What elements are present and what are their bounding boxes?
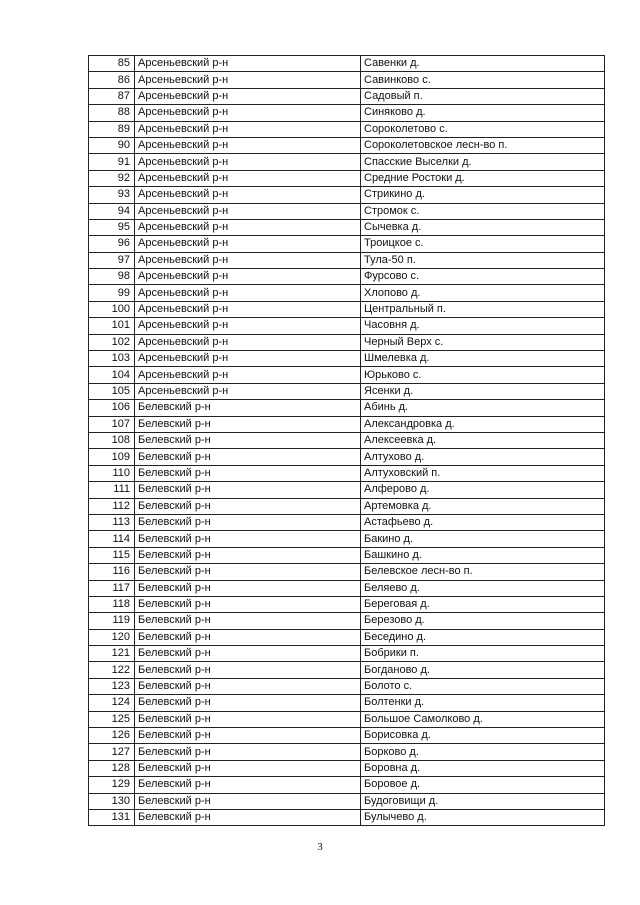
settlement-cell: Хлопово д.	[361, 285, 605, 301]
table-row	[89, 416, 605, 432]
table-row	[89, 400, 605, 416]
settlement-cell: Черный Верх с.	[361, 334, 605, 350]
row-number-cell: 99	[89, 285, 135, 301]
row-number-cell: 114	[89, 531, 135, 547]
district-cell: Белевский р-н	[135, 564, 361, 580]
table-row	[89, 547, 605, 563]
row-number-cell: 97	[89, 252, 135, 268]
row-number-cell: 95	[89, 219, 135, 235]
table-row	[89, 596, 605, 612]
table-row	[89, 662, 605, 678]
settlement-cell: Береговая д.	[361, 596, 605, 612]
district-cell: Белевский р-н	[135, 613, 361, 629]
table-row	[89, 531, 605, 547]
district-cell: Белевский р-н	[135, 531, 361, 547]
table-row	[89, 72, 605, 88]
district-cell: Арсеньевский р-н	[135, 351, 361, 367]
table-row	[89, 236, 605, 252]
settlement-cell: Фурсово с.	[361, 269, 605, 285]
district-cell: Белевский р-н	[135, 400, 361, 416]
table-row	[89, 777, 605, 793]
row-number-cell: 115	[89, 547, 135, 563]
table-row	[89, 809, 605, 825]
table-row	[89, 137, 605, 153]
row-number-cell: 109	[89, 449, 135, 465]
table-row	[89, 728, 605, 744]
settlement-cell: Богданово д.	[361, 662, 605, 678]
row-number-cell: 91	[89, 154, 135, 170]
row-number-cell: 108	[89, 432, 135, 448]
settlement-cell: Большое Самолково д.	[361, 711, 605, 727]
district-cell: Арсеньевский р-н	[135, 105, 361, 121]
row-number-cell: 93	[89, 187, 135, 203]
row-number-cell: 131	[89, 809, 135, 825]
row-number-cell: 86	[89, 72, 135, 88]
row-number-cell: 113	[89, 514, 135, 530]
settlement-cell: Юрьково с.	[361, 367, 605, 383]
settlement-cell: Алексеевка д.	[361, 432, 605, 448]
row-number-cell: 123	[89, 678, 135, 694]
settlement-cell: Сороколетово с.	[361, 121, 605, 137]
table-row	[89, 498, 605, 514]
settlement-cell: Александровка д.	[361, 416, 605, 432]
row-number-cell: 111	[89, 482, 135, 498]
settlement-cell: Алтухово д.	[361, 449, 605, 465]
table-row	[89, 318, 605, 334]
settlement-cell: Борково д.	[361, 744, 605, 760]
row-number-cell: 130	[89, 793, 135, 809]
district-cell: Белевский р-н	[135, 596, 361, 612]
row-number-cell: 120	[89, 629, 135, 645]
table-row	[89, 613, 605, 629]
table-row	[89, 760, 605, 776]
settlement-cell: Савенки д.	[361, 56, 605, 72]
table-row	[89, 56, 605, 72]
district-cell: Арсеньевский р-н	[135, 252, 361, 268]
row-number-cell: 112	[89, 498, 135, 514]
settlement-cell: Средние Ростоки д.	[361, 170, 605, 186]
district-cell: Белевский р-н	[135, 465, 361, 481]
row-number-cell: 88	[89, 105, 135, 121]
settlement-cell: Стрикино д.	[361, 187, 605, 203]
settlement-cell: Борисовка д.	[361, 728, 605, 744]
district-cell: Арсеньевский р-н	[135, 269, 361, 285]
settlement-cell: Садовый п.	[361, 88, 605, 104]
table-row	[89, 580, 605, 596]
district-cell: Арсеньевский р-н	[135, 72, 361, 88]
row-number-cell: 87	[89, 88, 135, 104]
district-cell: Белевский р-н	[135, 744, 361, 760]
district-cell: Белевский р-н	[135, 695, 361, 711]
settlement-cell: Сороколетовское лесн-во п.	[361, 137, 605, 153]
district-cell: Арсеньевский р-н	[135, 170, 361, 186]
row-number-cell: 94	[89, 203, 135, 219]
row-number-cell: 116	[89, 564, 135, 580]
district-cell: Белевский р-н	[135, 416, 361, 432]
table-row	[89, 383, 605, 399]
table-row	[89, 121, 605, 137]
row-number-cell: 102	[89, 334, 135, 350]
settlement-cell: Будоговищи д.	[361, 793, 605, 809]
table-row	[89, 432, 605, 448]
settlement-cell: Шмелевка д.	[361, 351, 605, 367]
settlement-cell: Болото с.	[361, 678, 605, 694]
district-cell: Арсеньевский р-н	[135, 301, 361, 317]
settlement-cell: Стромок с.	[361, 203, 605, 219]
district-cell: Арсеньевский р-н	[135, 154, 361, 170]
table-row	[89, 105, 605, 121]
district-cell: Белевский р-н	[135, 580, 361, 596]
district-cell: Белевский р-н	[135, 662, 361, 678]
row-number-cell: 90	[89, 137, 135, 153]
table-row	[89, 219, 605, 235]
table-row	[89, 269, 605, 285]
district-cell: Арсеньевский р-н	[135, 334, 361, 350]
settlement-cell: Синяково д.	[361, 105, 605, 121]
table-row	[89, 564, 605, 580]
table-row	[89, 285, 605, 301]
settlement-cell: Боровое д.	[361, 777, 605, 793]
table-row	[89, 482, 605, 498]
settlement-cell: Сычевка д.	[361, 219, 605, 235]
district-cell: Арсеньевский р-н	[135, 187, 361, 203]
district-cell: Белевский р-н	[135, 498, 361, 514]
row-number-cell: 104	[89, 367, 135, 383]
district-cell: Арсеньевский р-н	[135, 285, 361, 301]
table-row	[89, 351, 605, 367]
district-cell: Арсеньевский р-н	[135, 137, 361, 153]
table-row	[89, 170, 605, 186]
row-number-cell: 89	[89, 121, 135, 137]
district-cell: Арсеньевский р-н	[135, 121, 361, 137]
table-row	[89, 449, 605, 465]
settlement-cell: Савинково с.	[361, 72, 605, 88]
row-number-cell: 98	[89, 269, 135, 285]
row-number-cell: 103	[89, 351, 135, 367]
settlement-cell: Белевское лесн-во п.	[361, 564, 605, 580]
table-row	[89, 695, 605, 711]
table-row	[89, 334, 605, 350]
row-number-cell: 105	[89, 383, 135, 399]
district-cell: Белевский р-н	[135, 760, 361, 776]
settlement-cell: Троицкое с.	[361, 236, 605, 252]
row-number-cell: 119	[89, 613, 135, 629]
settlement-cell: Бобрики п.	[361, 646, 605, 662]
settlements-table	[88, 55, 605, 826]
district-cell: Белевский р-н	[135, 432, 361, 448]
district-cell: Белевский р-н	[135, 646, 361, 662]
table-row	[89, 154, 605, 170]
district-cell: Арсеньевский р-н	[135, 367, 361, 383]
settlement-cell: Алферово д.	[361, 482, 605, 498]
row-number-cell: 129	[89, 777, 135, 793]
district-cell: Арсеньевский р-н	[135, 219, 361, 235]
row-number-cell: 118	[89, 596, 135, 612]
table-row	[89, 88, 605, 104]
table-row	[89, 711, 605, 727]
table-row	[89, 744, 605, 760]
row-number-cell: 92	[89, 170, 135, 186]
row-number-cell: 96	[89, 236, 135, 252]
table-row	[89, 252, 605, 268]
table-row	[89, 187, 605, 203]
row-number-cell: 117	[89, 580, 135, 596]
settlements-table-body	[89, 56, 605, 826]
settlement-cell: Башкино д.	[361, 547, 605, 563]
district-cell: Белевский р-н	[135, 514, 361, 530]
settlement-cell: Алтуховский п.	[361, 465, 605, 481]
settlement-cell: Часовня д.	[361, 318, 605, 334]
row-number-cell: 110	[89, 465, 135, 481]
row-number-cell: 128	[89, 760, 135, 776]
district-cell: Белевский р-н	[135, 777, 361, 793]
district-cell: Белевский р-н	[135, 678, 361, 694]
settlement-cell: Бакино д.	[361, 531, 605, 547]
settlement-cell: Боровна д.	[361, 760, 605, 776]
district-cell: Белевский р-н	[135, 547, 361, 563]
row-number-cell: 121	[89, 646, 135, 662]
row-number-cell: 124	[89, 695, 135, 711]
table-row	[89, 465, 605, 481]
district-cell: Белевский р-н	[135, 711, 361, 727]
table-row	[89, 301, 605, 317]
settlement-cell: Ясенки д.	[361, 383, 605, 399]
district-cell: Белевский р-н	[135, 809, 361, 825]
district-cell: Арсеньевский р-н	[135, 318, 361, 334]
district-cell: Арсеньевский р-н	[135, 236, 361, 252]
row-number-cell: 85	[89, 56, 135, 72]
district-cell: Белевский р-н	[135, 793, 361, 809]
settlement-cell: Булычево д.	[361, 809, 605, 825]
district-cell: Арсеньевский р-н	[135, 56, 361, 72]
row-number-cell: 125	[89, 711, 135, 727]
table-row	[89, 678, 605, 694]
row-number-cell: 122	[89, 662, 135, 678]
settlement-cell: Березово д.	[361, 613, 605, 629]
district-cell: Белевский р-н	[135, 482, 361, 498]
page-number: 3	[317, 841, 323, 853]
row-number-cell: 127	[89, 744, 135, 760]
table-row	[89, 629, 605, 645]
settlement-cell: Беляево д.	[361, 580, 605, 596]
table-row	[89, 646, 605, 662]
district-cell: Арсеньевский р-н	[135, 88, 361, 104]
settlement-cell: Тула-50 п.	[361, 252, 605, 268]
settlement-cell: Астафьево д.	[361, 514, 605, 530]
district-cell: Белевский р-н	[135, 629, 361, 645]
settlement-cell: Болтенки д.	[361, 695, 605, 711]
settlement-cell: Беседино д.	[361, 629, 605, 645]
settlement-cell: Центральный п.	[361, 301, 605, 317]
district-cell: Арсеньевский р-н	[135, 203, 361, 219]
district-cell: Белевский р-н	[135, 449, 361, 465]
settlement-cell: Абинь д.	[361, 400, 605, 416]
table-row	[89, 367, 605, 383]
row-number-cell: 100	[89, 301, 135, 317]
table-row	[89, 203, 605, 219]
settlement-cell: Спасские Выселки д.	[361, 154, 605, 170]
table-row	[89, 514, 605, 530]
row-number-cell: 107	[89, 416, 135, 432]
district-cell: Арсеньевский р-н	[135, 383, 361, 399]
table-row	[89, 793, 605, 809]
district-cell: Белевский р-н	[135, 728, 361, 744]
settlement-cell: Артемовка д.	[361, 498, 605, 514]
row-number-cell: 101	[89, 318, 135, 334]
row-number-cell: 106	[89, 400, 135, 416]
row-number-cell: 126	[89, 728, 135, 744]
